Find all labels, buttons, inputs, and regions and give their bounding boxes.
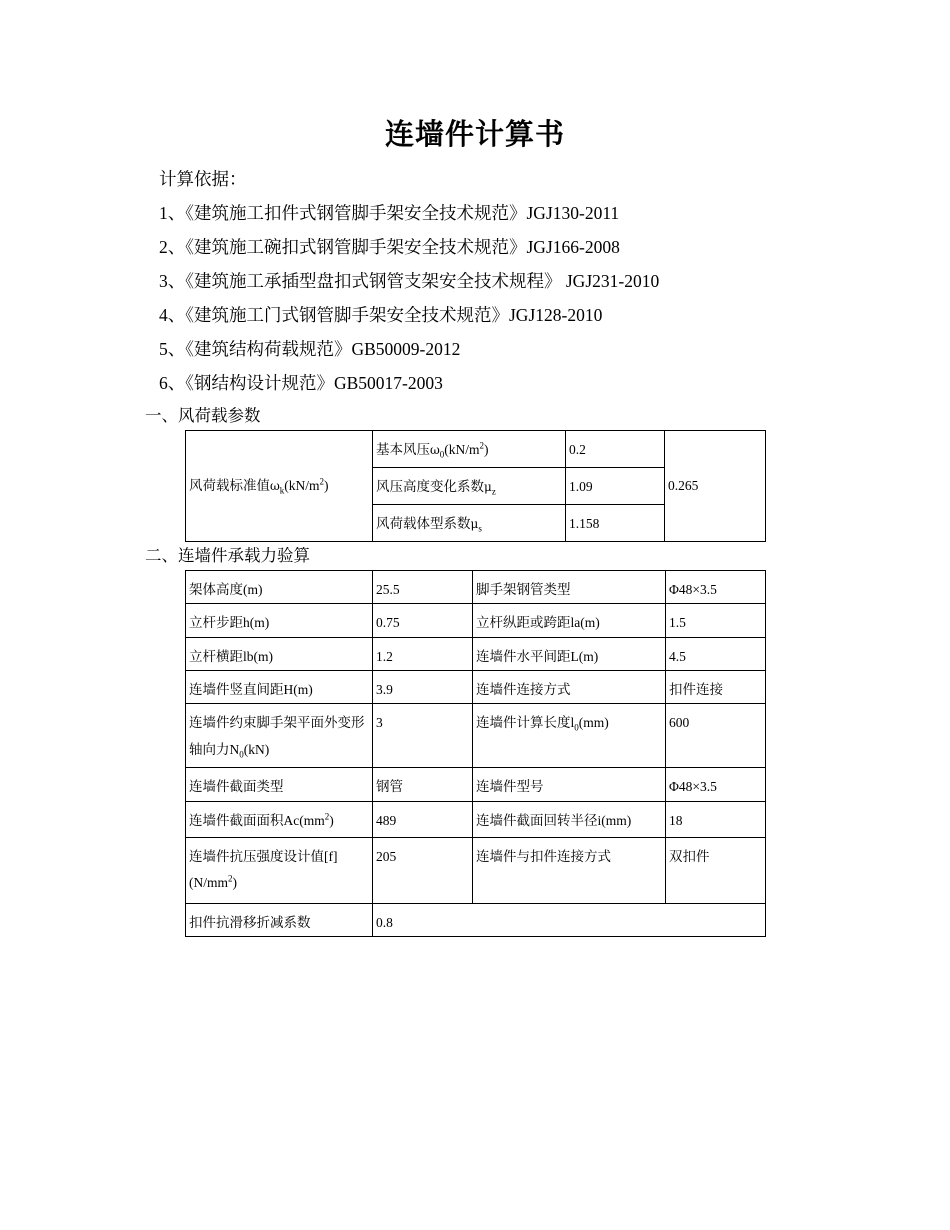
height-coefficient-value: 1.09 [566,468,665,505]
section-heading-capacity: 二、连墙件承载力验算 [145,546,310,565]
param-value: 双扣件 [666,837,766,903]
param-label: 连墙件抗压强度设计值$[f](N/mm^2)$ [186,837,373,903]
param-label: 扣件抗滑移折减系数 [186,903,373,936]
param-value: 205 [373,837,473,903]
shape-coefficient-value: 1.158 [566,505,665,542]
param-value: 18 [666,801,766,837]
shape-coefficient-label: 风荷载体型系数$\mu_s$ [373,505,566,542]
param-label: 连墙件截面面积$Ac(mm^2)$ [186,801,373,837]
param-value: Φ48×3.5 [666,768,766,801]
param-value: 钢管 [373,768,473,801]
param-value: 4.5 [666,637,766,670]
param-value: Φ48×3.5 [666,571,766,604]
param-value: 0.75 [373,604,473,637]
param-label: 连墙件与扣件连接方式 [473,837,666,903]
param-label: 连墙件约束脚手架平面外变形轴向力$N_0(kN)$ [186,704,373,768]
param-label: 立杆步距h(m) [186,604,373,637]
param-value: 扣件连接 [666,670,766,703]
param-label: 连墙件截面类型 [186,768,373,801]
param-label: 立杆纵距或跨距la(m) [473,604,666,637]
param-label: 连墙件计算长度$l_0(mm)$ [473,704,666,768]
param-label: 连墙件水平间距L(m) [473,637,666,670]
basis-item: 2、《建筑施工碗扣式钢管脚手架安全技术规范》JGJ166-2008 [159,237,620,257]
basic-wind-pressure-label: 基本风压$\omega_0(kN/m^2)$ [373,431,566,468]
document-title: 连墙件计算书 [384,119,565,151]
param-value: 0.8 [373,903,766,936]
param-value: 489 [373,801,473,837]
section-heading-wind: 一、风荷载参数 [145,406,261,425]
wind-load-standard-value: 0.265 [665,431,766,542]
param-label: 连墙件型号 [473,768,666,801]
basic-wind-pressure-value: 0.2 [566,431,665,468]
param-label: 立杆横距lb(m) [186,637,373,670]
param-value: 3.9 [373,670,473,703]
param-value: 3 [373,704,473,768]
param-value: 1.5 [666,604,766,637]
wind-load-standard-label: 风荷载标准值$\omega_k(kN/m^2)$ [186,431,373,542]
param-label: 连墙件竖直间距H(m) [186,670,373,703]
param-label: 连墙件连接方式 [473,670,666,703]
param-label: 脚手架钢管类型 [473,571,666,604]
param-value: 600 [666,704,766,768]
wall-tie-table [185,570,766,937]
basis-item: 6、《钢结构设计规范》GB50017-2003 [159,373,443,393]
param-label: 连墙件截面回转半径i(mm) [473,801,666,837]
param-value: 25.5 [373,571,473,604]
param-value: 1.2 [373,637,473,670]
wind-load-table [185,430,766,542]
basis-item: 5、《建筑结构荷载规范》GB50009-2012 [159,339,461,359]
basis-heading: 计算依据： [159,169,247,189]
basis-item: 4、《建筑施工门式钢管脚手架安全技术规范》JGJ128-2010 [159,305,603,325]
height-coefficient-label: 风压高度变化系数$\mu_z$ [373,468,566,505]
param-label: 架体高度(m) [186,571,373,604]
basis-item: 1、《建筑施工扣件式钢管脚手架安全技术规范》JGJ130-2011 [159,203,620,223]
basis-item: 3、《建筑施工承插型盘扣式钢管支架安全技术规程》 JGJ231-2010 [159,271,660,291]
